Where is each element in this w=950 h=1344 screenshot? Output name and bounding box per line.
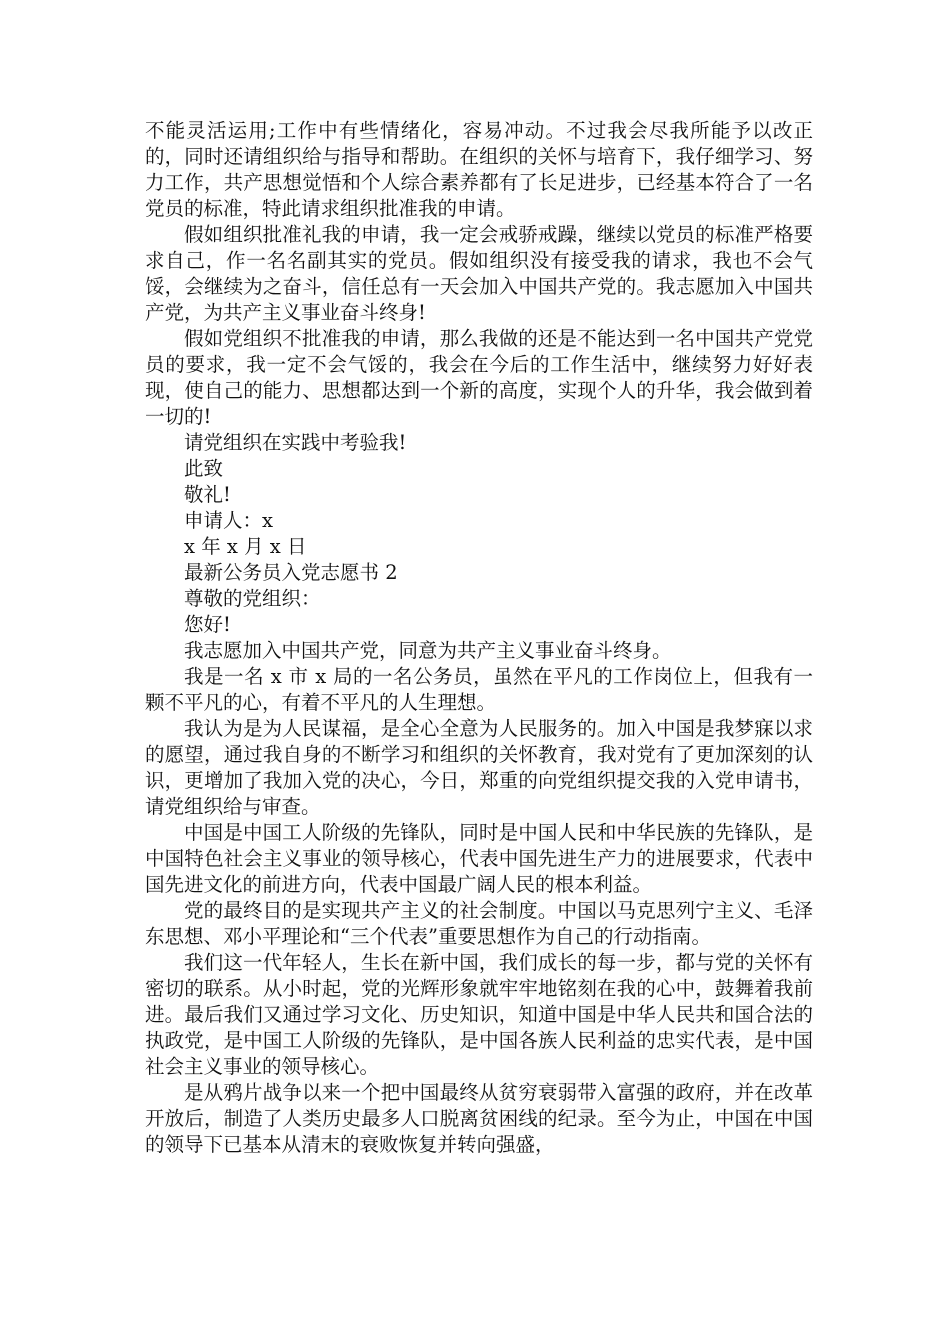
paragraph-16: 党的最终目的是实现共产主义的社会制度。中国以马克思列宁主义、毛泽东思想、邓小平理论和“三个代表”重要思想作为自己的行动指南。	[145, 899, 813, 948]
greeting-addressee: 尊敬的党组织：	[184, 587, 321, 610]
paragraph-15: 中国是中国工人阶级的先锋队，同时是中国人民和中华民族的先锋队，是中国特色社会主义事业的领导核心，代表中国先进生产力的进展要求，代表中国先进文化的前进方向，代表中国最广阔人民的根本利益。	[145, 821, 813, 896]
paragraph-17: 我们这一代年轻人，生长在新中国，我们成长的每一步，都与党的关怀有密切的联系。从小时起，党的光辉形象就牢牢地铭刻在我的心中，鼓舞着我前进。最后我们又通过学习文化、历史知识，知道中国是中华人民共和国合法的执政党，是中国工人阶级的先锋队，是中国各族人民利益的忠实代表，是中国社会主义事业的领导核心。	[145, 951, 813, 1078]
salutation-zhi-line: 此致	[184, 457, 224, 480]
date-line: x 年 x 月 x 日	[184, 535, 307, 558]
paragraph-14: 我认为是为人民谋福，是全心全意为人民服务的。加入中国是我梦寐以求的愿望，通过我自身的不断学习和组织的关怀教育，我对党有了更加深刻的认识，更增加了我加入党的决心，今日，郑重的向党组织提交我的入党申请书，请党组织给与审查。	[145, 717, 813, 818]
paragraph-18: 是从鸦片战争以来一个把中国最终从贫穷衰弱带入富强的政府，并在改革开放后，制造了人类历史最多人口脱离贫困线的纪录。至今为止，中国在中国的领导下已基本从清末的衰败恢复并转向强盛，	[145, 1081, 813, 1156]
paragraph-3: 假如党组织不批准我的申请，那么我做的还是不能达到一名中国共产党党员的要求，我一定不会气馁的，我会在今后的工作生活中，继续努力好好表现，使自己的能力、思想都达到一个新的高度，实现个人的升华，我会做到着一切的!	[145, 327, 813, 428]
paragraph-2: 假如组织批准礼我的申请，我一定会戒骄戒躁，继续以党员的标准严格要求自己，作一名名副其实的党员。假如组织没有接受我的请求，我也不会气馁，会继续为之奋斗，信任总有一天会加入中国共产党的。我志愿加入中国共产党，为共产主义事业奋斗终身!	[145, 223, 813, 324]
section-title: 最新公务员入党志愿书 2	[184, 561, 398, 584]
paragraph-1: 不能灵活运用;工作中有些情绪化，容易冲动。不过我会尽我所能予以改正的，同时还请组织给与指导和帮助。在组织的关怀与培育下，我仔细学习、努力工作，共产思想觉悟和个人综合素养都有了长足进步，已经基本符合了一名党员的标准，特此请求组织批准我的申请。	[145, 119, 813, 220]
applicant-line: 申请人：x	[184, 509, 273, 532]
statement-line: 我志愿加入中国共产党，同意为共产主义事业奋斗终身。	[184, 639, 672, 662]
closing-request-line: 请党组织在实践中考验我!	[184, 431, 407, 454]
salutation-jingli-line: 敬礼!	[184, 483, 231, 506]
paragraph-13: 我是一名 x 市 x 局的一名公务员，虽然在平凡的工作岗位上，但我有一颗不平凡的心，有着不平凡的人生理想。	[145, 665, 813, 714]
greeting-hello: 您好!	[184, 613, 231, 636]
document-page	[145, 118, 813, 1158]
